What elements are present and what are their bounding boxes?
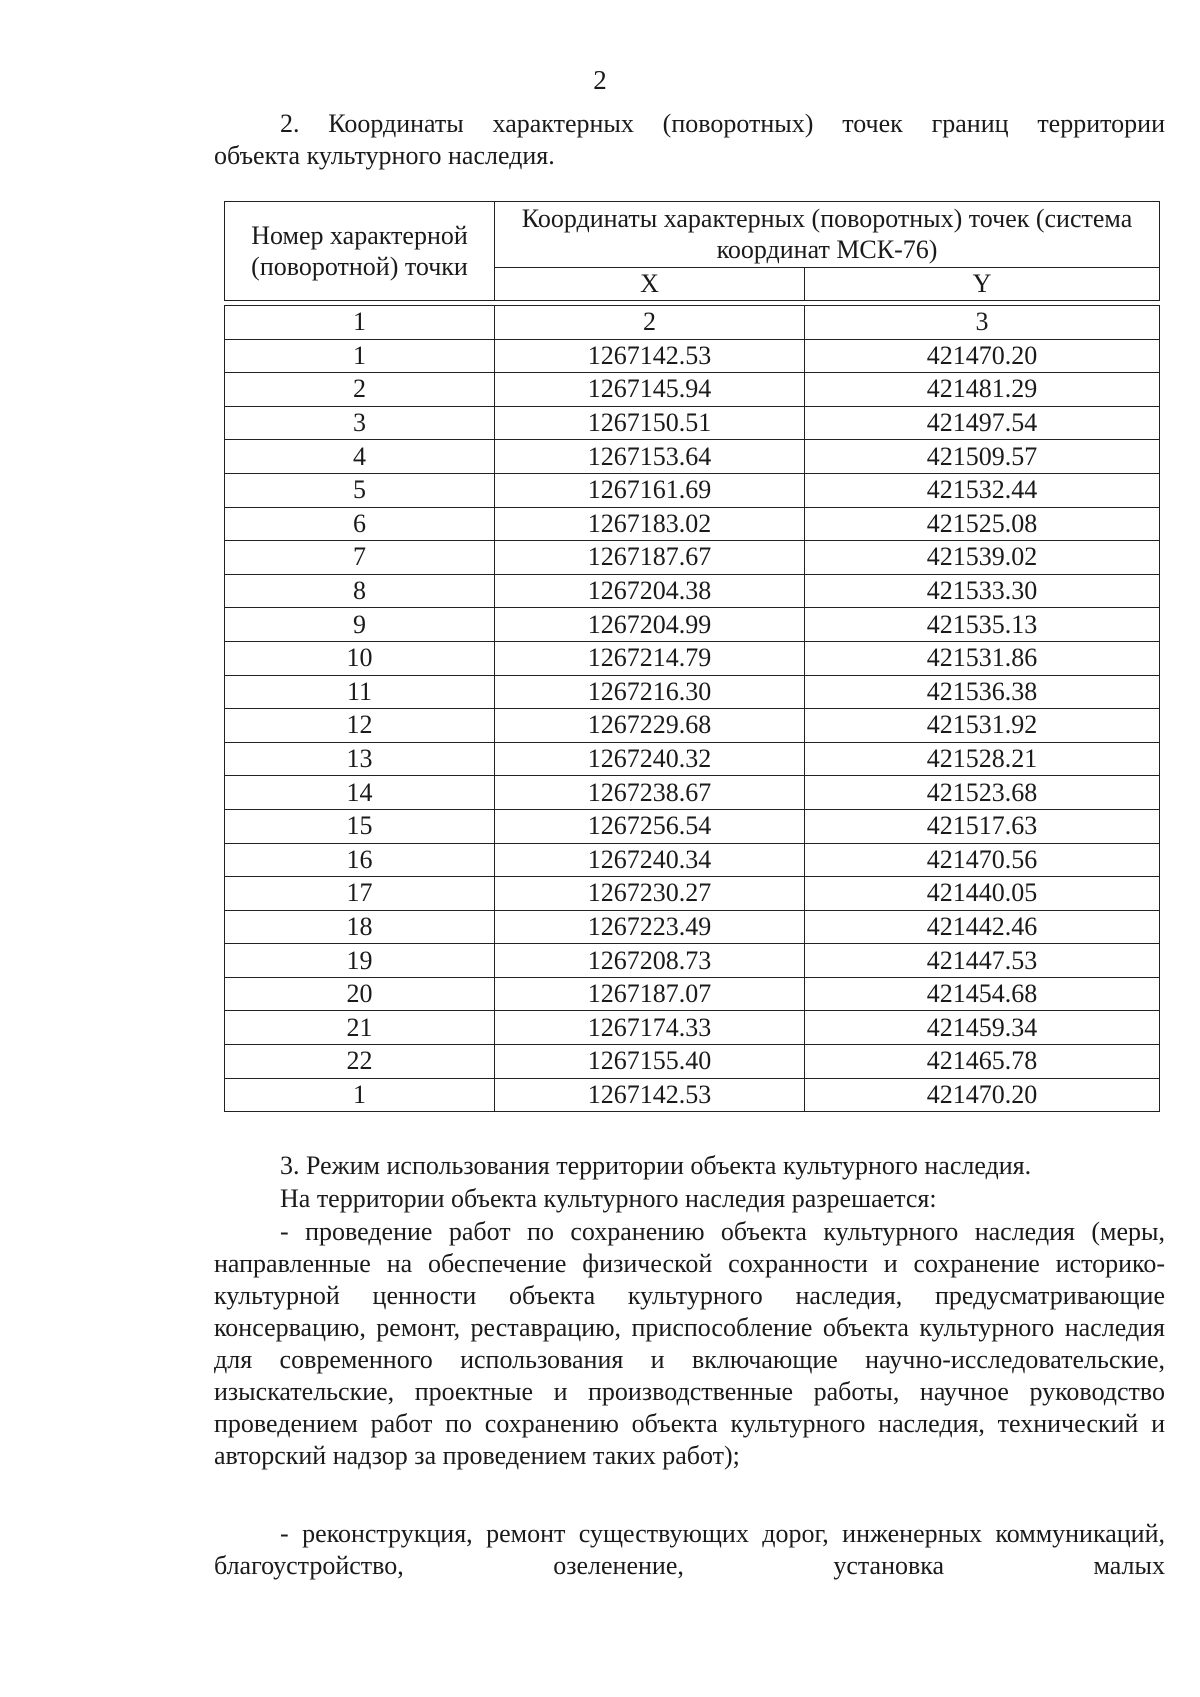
section-2-heading-line1: 2. Координаты характерных (поворотных) точек границ территории	[280, 109, 1165, 138]
point-number-cell: 18	[225, 910, 495, 944]
table-row	[225, 574, 1160, 608]
table-row	[225, 373, 1160, 407]
table-row	[225, 776, 1160, 810]
table-row	[225, 877, 1160, 911]
permitted-item-reconstruction: - реконструкция, ремонт существующих дорог, инженерных коммуникаций, благоустройство, озеленение, установка малых	[214, 1519, 1165, 1580]
table-row	[225, 1078, 1160, 1112]
x-coordinate-cell: 1267214.79	[495, 641, 805, 675]
y-coordinate-cell: 421481.29	[805, 373, 1160, 407]
x-coordinate-cell: 1267145.94	[495, 373, 805, 407]
point-number-cell: 7	[225, 541, 495, 575]
x-coordinate-cell: 1267230.27	[495, 877, 805, 911]
y-coordinate-cell: 421470.20	[805, 339, 1160, 373]
table-row	[225, 977, 1160, 1011]
point-number-cell: 1	[225, 1078, 495, 1112]
y-coordinate-cell: 421528.21	[805, 742, 1160, 776]
point-number-cell: 17	[225, 877, 495, 911]
point-number-cell: 13	[225, 742, 495, 776]
section-2-heading	[214, 108, 1165, 172]
y-coordinate-cell: 421523.68	[805, 776, 1160, 810]
point-number-cell: 9	[225, 608, 495, 642]
y-coordinate-cell: 421447.53	[805, 944, 1160, 978]
coordinates-table	[224, 201, 1160, 1112]
table-row	[225, 440, 1160, 474]
table-row	[225, 507, 1160, 541]
permit-intro-text: На территории объекта культурного наследия разрешается:	[280, 1184, 937, 1213]
y-coordinate-cell: 421509.57	[805, 440, 1160, 474]
x-coordinate-cell: 1267240.32	[495, 742, 805, 776]
page-number: 2	[593, 65, 607, 95]
x-coordinate-cell: 1267187.07	[495, 977, 805, 1011]
x-coordinate-cell: 1267155.40	[495, 1045, 805, 1079]
x-coordinate-cell: 1267229.68	[495, 709, 805, 743]
y-coordinate-cell: 421497.54	[805, 406, 1160, 440]
point-number-cell: 15	[225, 809, 495, 843]
table-row	[225, 473, 1160, 507]
x-coordinate-cell: 1267204.38	[495, 574, 805, 608]
table-row	[225, 541, 1160, 575]
y-coordinate-cell: 421531.86	[805, 641, 1160, 675]
point-number-cell: 16	[225, 843, 495, 877]
column-number: 3	[805, 306, 1160, 340]
point-number-cell: 4	[225, 440, 495, 474]
column-number: 1	[225, 306, 495, 340]
x-coordinate-cell: 1267142.53	[495, 1078, 805, 1112]
point-number-cell: 2	[225, 373, 495, 407]
table-row	[225, 944, 1160, 978]
x-coordinate-cell: 1267208.73	[495, 944, 805, 978]
y-coordinate-cell: 421539.02	[805, 541, 1160, 575]
y-coordinate-cell: 421525.08	[805, 507, 1160, 541]
table-row	[225, 339, 1160, 373]
x-coordinate-cell: 1267183.02	[495, 507, 805, 541]
x-coordinate-cell: 1267150.51	[495, 406, 805, 440]
x-coordinate-cell: 1267223.49	[495, 910, 805, 944]
table-row	[225, 1045, 1160, 1079]
x-coordinate-cell: 1267174.33	[495, 1011, 805, 1045]
point-number-cell: 22	[225, 1045, 495, 1079]
point-number-cell: 12	[225, 709, 495, 743]
y-coordinate-cell: 421531.92	[805, 709, 1160, 743]
section-3-title	[214, 1150, 1165, 1182]
x-coordinate-cell: 1267161.69	[495, 473, 805, 507]
y-coordinate-cell: 421470.20	[805, 1078, 1160, 1112]
point-number-cell: 6	[225, 507, 495, 541]
permit-intro	[214, 1183, 1165, 1215]
header-point-number: Номер характерной (поворотной) точки	[225, 202, 495, 301]
header-coordinates: Координаты характерных (поворотных) точек (система координат МСК-76)	[495, 202, 1160, 268]
point-number-cell: 10	[225, 641, 495, 675]
x-coordinate-cell: 1267216.30	[495, 675, 805, 709]
table-row	[225, 1011, 1160, 1045]
point-number-cell: 8	[225, 574, 495, 608]
section-2-heading-line2: объекта культурного наследия.	[214, 141, 555, 170]
y-coordinate-cell: 421533.30	[805, 574, 1160, 608]
point-number-cell: 19	[225, 944, 495, 978]
y-coordinate-cell: 421517.63	[805, 809, 1160, 843]
table-row	[225, 608, 1160, 642]
section-3-title-text: 3. Режим использования территории объекта культурного наследия.	[280, 1151, 1032, 1180]
x-coordinate-cell: 1267240.34	[495, 843, 805, 877]
x-coordinate-cell: 1267238.67	[495, 776, 805, 810]
x-coordinate-cell: 1267142.53	[495, 339, 805, 373]
x-coordinate-cell: 1267153.64	[495, 440, 805, 474]
table-row	[225, 641, 1160, 675]
y-coordinate-cell: 421536.38	[805, 675, 1160, 709]
table-row	[225, 843, 1160, 877]
point-number-cell: 11	[225, 675, 495, 709]
column-numbering-row	[225, 306, 1160, 340]
column-number: 2	[495, 306, 805, 340]
x-coordinate-cell: 1267187.67	[495, 541, 805, 575]
y-coordinate-cell: 421442.46	[805, 910, 1160, 944]
x-coordinate-cell: 1267204.99	[495, 608, 805, 642]
table-row	[225, 406, 1160, 440]
point-number-cell: 14	[225, 776, 495, 810]
y-coordinate-cell: 421465.78	[805, 1045, 1160, 1079]
y-coordinate-cell: 421532.44	[805, 473, 1160, 507]
y-coordinate-cell: 421470.56	[805, 843, 1160, 877]
permitted-item-preservation-works: - проведение работ по сохранению объекта культурного наследия (меры, направленные на обеспечение физической сохранности и сохранение историко-культурной ценности объекта культурного наследия, предусматривающие консервацию, ремонт, реставрацию, приспособление объекта культурного наследия для современного использования и включающие научно-исследовательские, изыскательские, проектные и производственные работы, научное руководство проведением работ по сохранению объекта культурного наследия, технический и авторский надзор за проведением таких работ);	[214, 1217, 1165, 1470]
table-row	[225, 809, 1160, 843]
header-y: Y	[805, 267, 1160, 300]
point-number-cell: 21	[225, 1011, 495, 1045]
point-number-cell: 5	[225, 473, 495, 507]
header-x: X	[495, 267, 805, 300]
y-coordinate-cell: 421440.05	[805, 877, 1160, 911]
table-row	[225, 742, 1160, 776]
table-row	[225, 910, 1160, 944]
x-coordinate-cell: 1267256.54	[495, 809, 805, 843]
point-number-cell: 3	[225, 406, 495, 440]
table-row	[225, 675, 1160, 709]
point-number-cell: 20	[225, 977, 495, 1011]
point-number-cell: 1	[225, 339, 495, 373]
y-coordinate-cell: 421459.34	[805, 1011, 1160, 1045]
y-coordinate-cell: 421454.68	[805, 977, 1160, 1011]
y-coordinate-cell: 421535.13	[805, 608, 1160, 642]
table-row	[225, 709, 1160, 743]
